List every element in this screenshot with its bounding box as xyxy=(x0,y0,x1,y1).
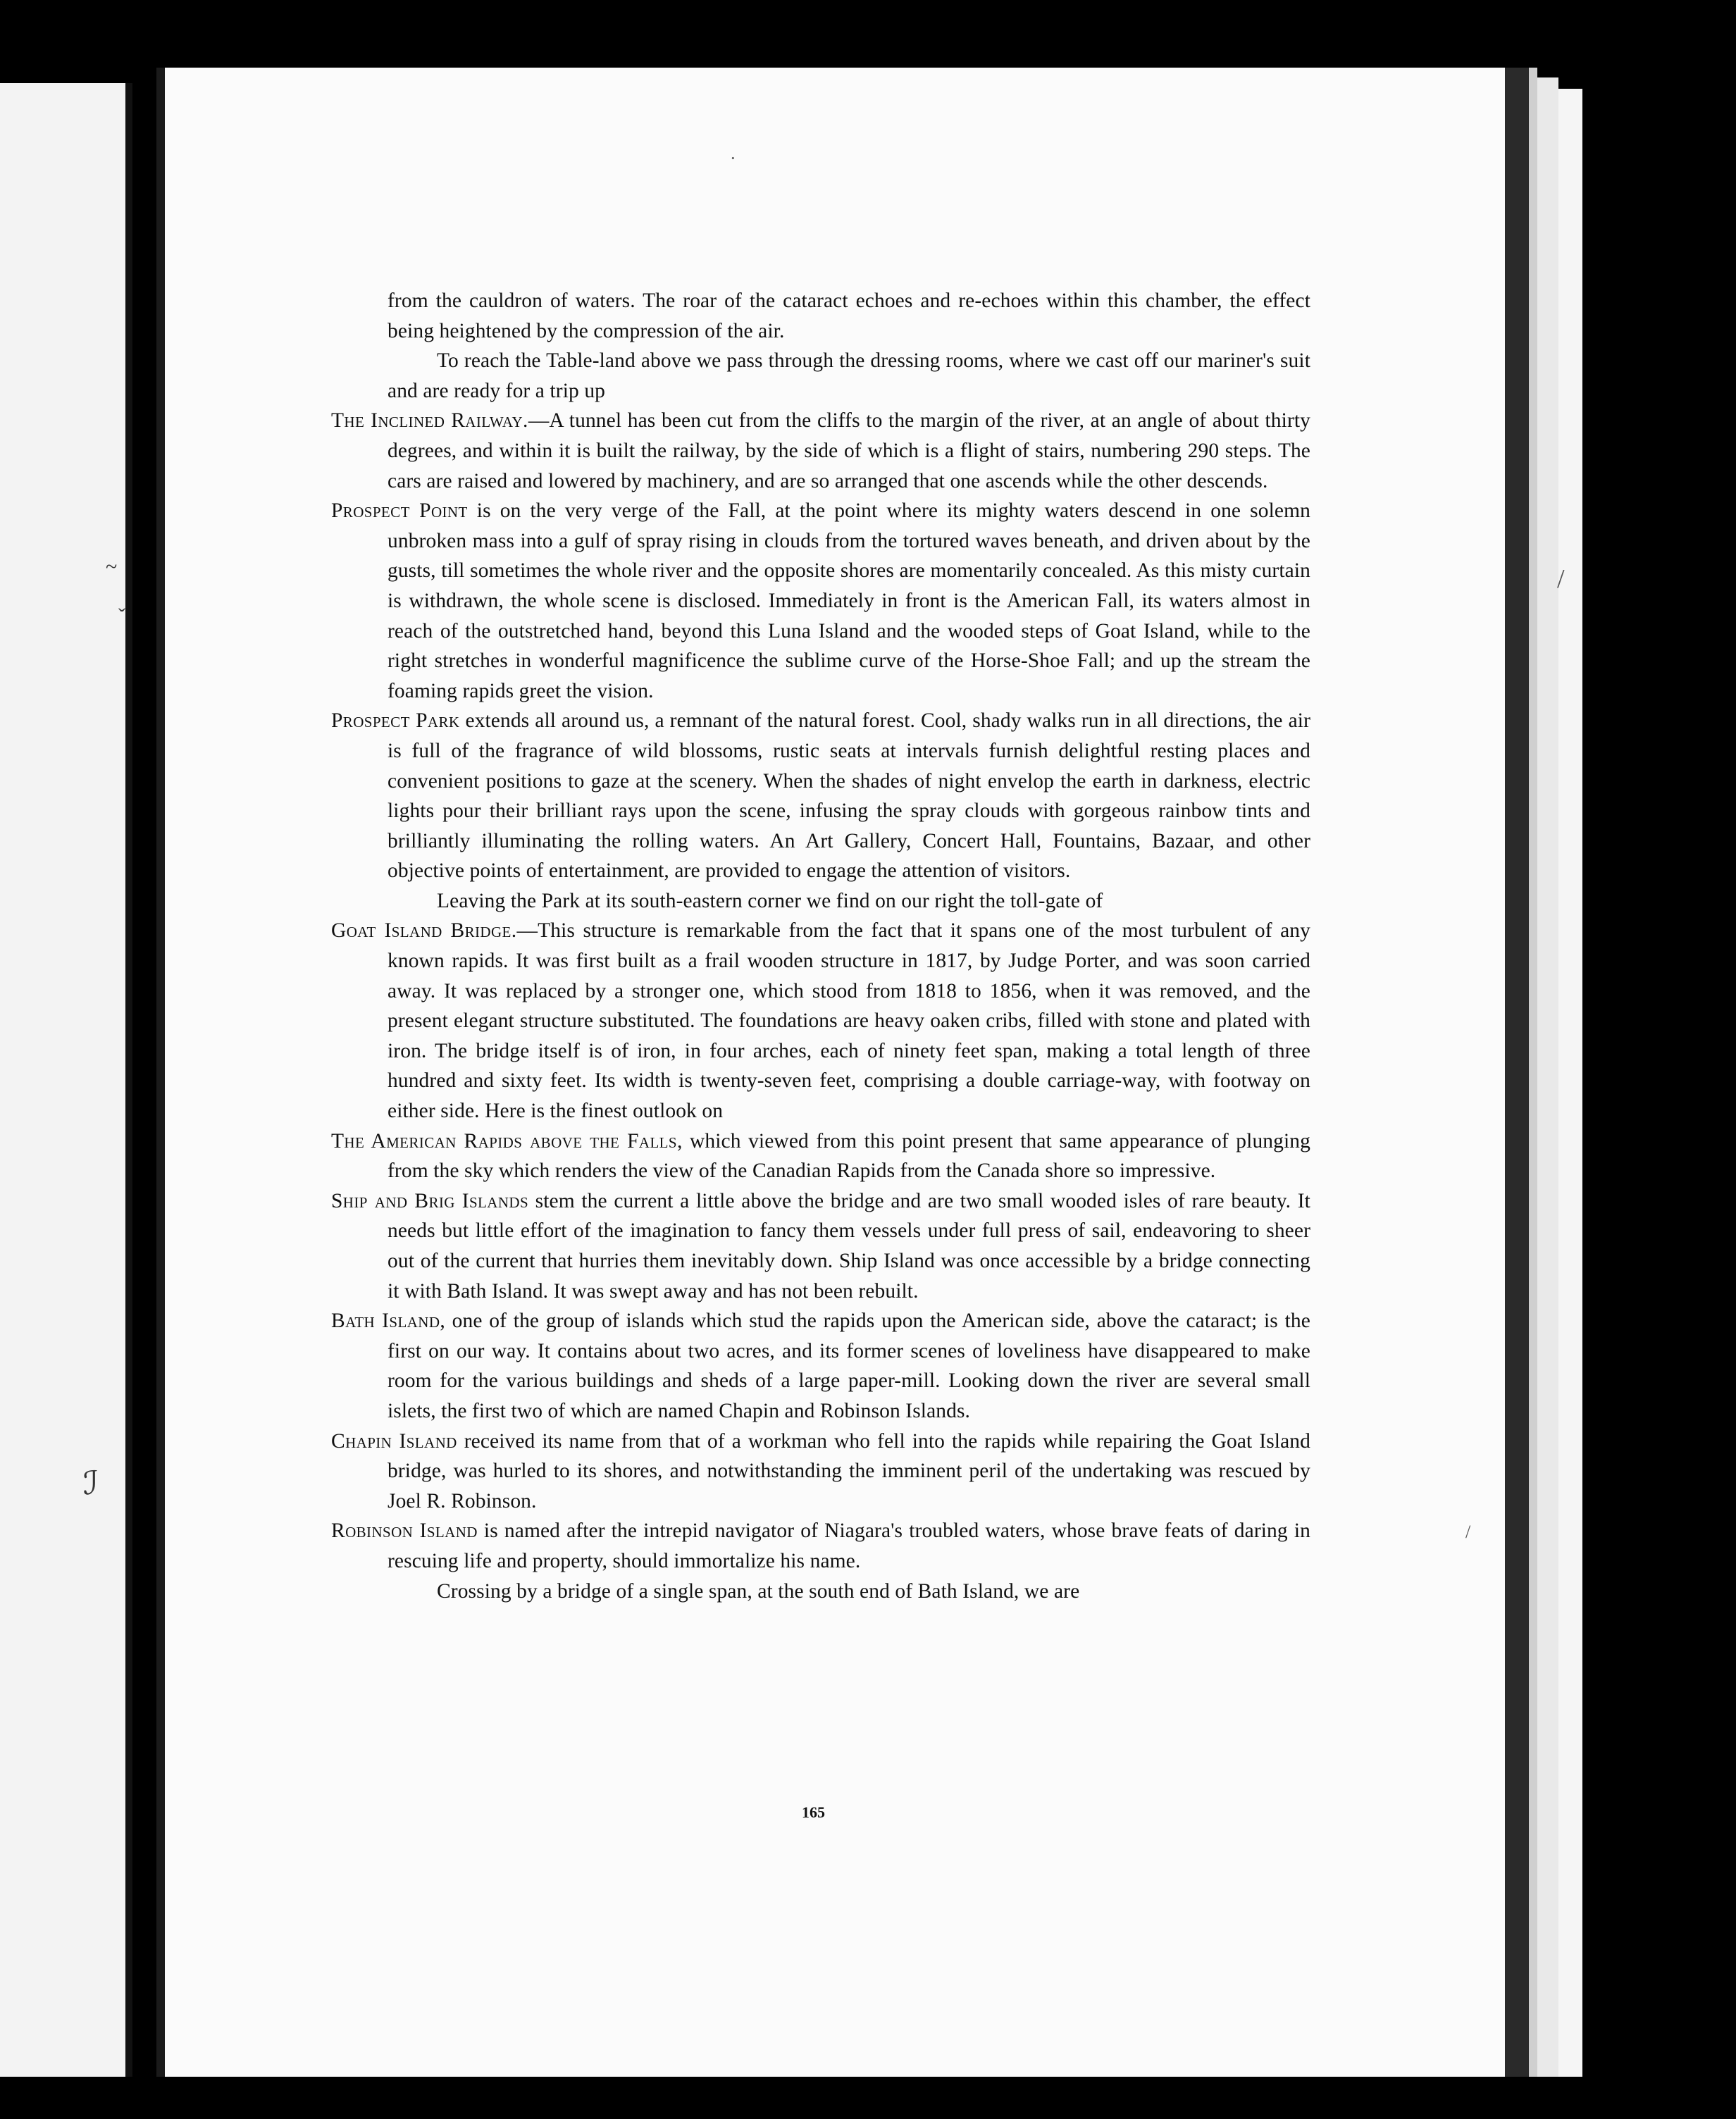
paragraph-heading: Ship and Brig Islands xyxy=(331,1189,529,1212)
paragraph xyxy=(331,346,1310,406)
body-text xyxy=(331,286,1310,1606)
paragraph-heading: Robinson Island xyxy=(331,1520,478,1543)
paragraph-text: is on the very verge of the Fall, at the point where its mighty waters descend in one solemn unbroken mass into a gulf of spray rising in clouds from the tortured waves beneath, and driven about by the gusts, till sometimes the whole river and the opposite shores are momentarily concealed. As this misty curtain is withdrawn, the whole scene is disclosed. Immediately in front is the American Fall, its waters almost in reach of the outstretched hand, beyond this Luna Island and the wooded steps of Goat Island, while to the right stretches in wonderful magnificence the sublime curve of the Horse-Shoe Fall; and up the stream the foaming rapids greet the vision. xyxy=(388,499,1310,702)
margin-mark: ˇ xyxy=(118,604,125,628)
scan-speck: / xyxy=(1557,564,1565,594)
paragraph-text: —This structure is remarkable from the fact that it spans one of the most turbulent of any known rapids. It was first built as a frail wooden structure in 1817, by Judge Porter, and was soon carried away. It was replaced by a stronger one, which stood from 1818 to 1856, when it was removed, and the present elegant structure substituted. The foundations are heavy oaken cribs, filled with stone and plated with iron. The bridge itself is of iron, in four arches, each of ninety feet span, making a total length of three hundred and sixty feet. Its width is twenty-seven feet, comprising a double carriage-way, with footway on either side. Here is the finest outlook on xyxy=(388,919,1311,1123)
facing-page-edge xyxy=(0,83,132,2077)
paragraph-text: —A tunnel has been cut from the cliffs to the margin of the river, at an angle of about thirty degrees, and within it is built the railway, by the side of which is a flight of stairs, numbering 290 steps. The cars are raised and lowered by machinery, and are so arranged that one ascends while the other descends. xyxy=(388,409,1311,492)
paragraph xyxy=(331,1516,1310,1576)
paragraph-text: To reach the Table-land above we pass through the dressing rooms, where we cast off our mariner's suit and are ready for a trip up xyxy=(388,349,1310,402)
paragraph xyxy=(331,286,1310,346)
paragraph-text: Crossing by a bridge of a single span, at the south end of Bath Island, we are xyxy=(437,1579,1080,1603)
paragraph-heading: The Inclined Railway. xyxy=(331,409,528,433)
paragraph-text: , one of the group of islands which stud the rapids upon the American side, above the cataract; is the first on our way. It contains about two acres, and its former scenes of loveliness have disappeared to make room for the various buildings and sheds of a large paper-mill. Looking down the river are several small islets, the first two of which are named Chapin and Robinson Islands. xyxy=(388,1310,1310,1422)
scan-speck: / xyxy=(1465,1522,1471,1542)
page-edge-stack xyxy=(1558,89,1582,2077)
paragraph-text: Leaving the Park at its south-eastern corner we find on our right the toll-gate of xyxy=(437,889,1103,912)
page-edge-stack xyxy=(1529,68,1537,2077)
paragraph xyxy=(331,706,1310,886)
paragraph xyxy=(331,1186,1310,1306)
paragraph-text: from the cauldron of waters. The roar of the cataract echoes and re-echoes within this chamber, the effect being heightened by the compression of the air. xyxy=(388,290,1310,342)
paragraph-heading: Goat Island Bridge. xyxy=(331,919,517,943)
paragraph xyxy=(331,886,1310,916)
paragraph-heading: Prospect Park xyxy=(331,709,460,733)
paragraph-heading: Bath Island xyxy=(331,1310,440,1333)
paragraph-text: , which viewed from this point present that same appearance of plunging from the sky which renders the view of the Canadian Rapids from the Canada shore so impressive. xyxy=(388,1129,1311,1183)
page-number: 165 xyxy=(802,1803,825,1821)
paragraph-text: stem the current a little above the bridge and are two small wooded isles of rare beauty. It needs but little effort of the imagination to fancy them vessels under full press of sail, endeavoring to sheer out of the current that hurries them inevitably down. Ship Island was once accessible by a bridge connecting it with Bath Island. It was swept away and has not been rebuilt. xyxy=(388,1189,1310,1303)
paragraph xyxy=(331,1427,1310,1517)
paragraph xyxy=(331,406,1310,496)
page-edge-shadow xyxy=(1505,68,1529,2077)
paragraph-heading: Prospect Point xyxy=(331,499,468,523)
paragraph-heading: The American Rapids above the Falls xyxy=(331,1129,677,1152)
paragraph xyxy=(331,916,1310,1126)
paragraph-heading: Chapin Island xyxy=(331,1429,457,1453)
margin-mark: ~ xyxy=(106,555,118,578)
paragraph-text: extends all around us, a remnant of the natural forest. Cool, shady walks run in all directions, the air is full of the fragrance of wild blossoms, rustic seats at intervals furnish delightful resting places and convenient positions to gaze at the scenery. When the shades of night envelop the earth in darkness, electric lights pour their brilliant rays upon the scene, infusing the spray clouds with gorgeous rainbow tints and brilliantly illuminating the rolling waters. An Art Gallery, Concert Hall, Fountains, Bazaar, and other objective points of entertainment, are provided to engage the attention of visitors. xyxy=(388,709,1311,883)
paragraph xyxy=(331,496,1310,706)
paragraph xyxy=(331,1306,1310,1426)
margin-mark: ℐ xyxy=(83,1465,99,1501)
paragraph xyxy=(331,1126,1310,1186)
paragraph-text: is named after the intrepid navigator of Niagara's troubled waters, whose brave feats of daring in rescuing life and property, should immortalize his name. xyxy=(388,1520,1310,1572)
page-binding-edge xyxy=(156,68,165,2077)
paragraph xyxy=(331,1577,1310,1607)
gutter-shadow xyxy=(125,83,132,2077)
paragraph-text: received its name from that of a workman who fell into the rapids while repairing the Goat Island bridge, was hurled to its shores, and notwithstanding the imminent peril of the undertaking was rescued by Joel R. Robinson. xyxy=(388,1429,1310,1512)
page-edge-stack xyxy=(1537,77,1558,2077)
scan-speck: · xyxy=(730,148,736,168)
